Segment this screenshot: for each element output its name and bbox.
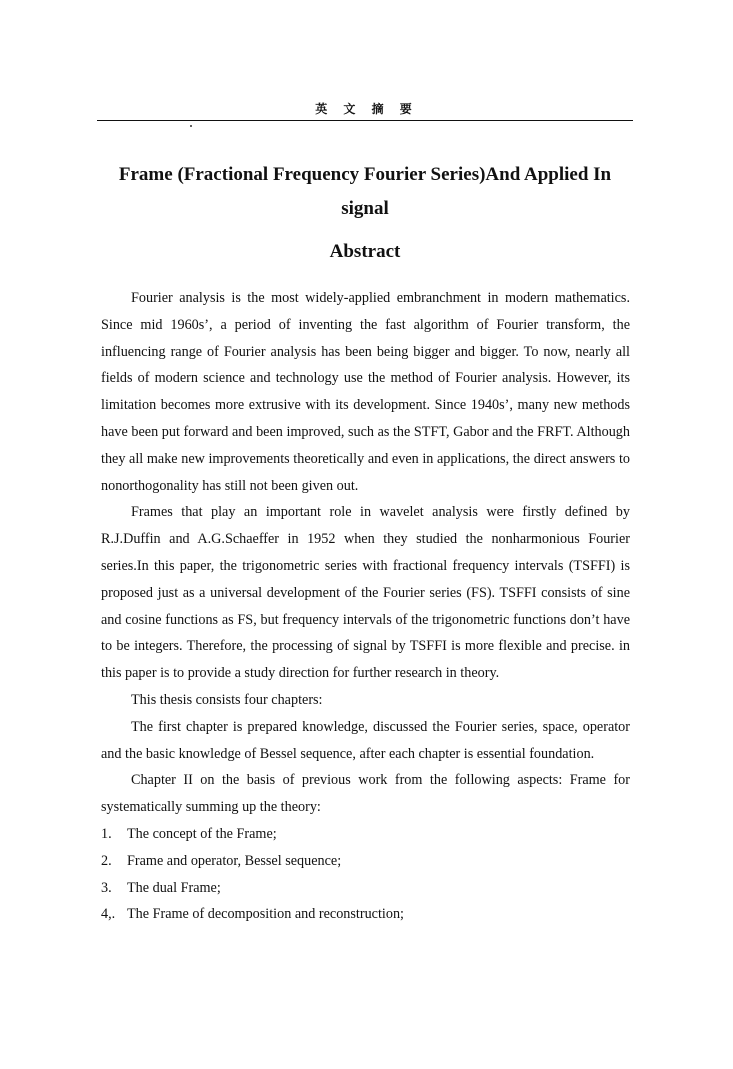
list-text: Frame and operator, Bessel sequence; — [127, 852, 342, 869]
document-title — [100, 158, 630, 226]
list-number: 2. — [101, 852, 112, 869]
paragraph-3: This thesis consists four chapters: — [131, 691, 323, 708]
paragraph-2: Frames that play an important role in wavelet analysis were firstly defined by R.J.Duffin and A.G.Schaeffer in 1952 when they studied the nonharmonious Fourier series.In this paper, the trigonometric series with fractional frequency intervals (TSFFI) is proposed just as a universal development of the Fourier series (FS). TSFFI consists of sine and cosine functions as FS, but frequency intervals of the trigonometric functions don’t have to be integers. Therefore, the processing of signal by TSFFI is more flexible and precise. in this paper is to provide a study direction for further research in theory. — [101, 504, 630, 682]
speck-mark — [190, 125, 192, 127]
title-line-1: Frame (Fractional Frequency Fourier Series)And Applied In — [118, 164, 612, 185]
list-text: The Frame of decomposition and reconstruction; — [127, 906, 404, 923]
abstract-body — [101, 285, 630, 928]
paragraph-5: Chapter II on the basis of previous work from the following aspects: Frame for systematically summing up the theory: — [101, 772, 630, 816]
list-item-4 — [101, 901, 630, 928]
paragraph-1: Fourier analysis is the most widely-applied embranchment in modern mathematics. Since mid 1960s’, a period of inventing the fast algorithm of Fourier transform, the influencing range of Fourier analysis has been being bigger and bigger. To now, nearly all fields of modern science and technology use the method of Fourier analysis. However, its limitation becomes more extrusive with its development. Since 1940s’, many new methods have been put forward and been improved, such as the STFT, Gabor and the FRFT. Although they all make new improvements theoretically and even in applications, the direct answers to nonorthogonality has still not been given out. — [101, 290, 630, 494]
paragraph-4: The first chapter is prepared knowledge, discussed the Fourier series, space, operator and the basic knowledge of Bessel sequence, after each chapter is essential foundation. — [101, 718, 630, 762]
list-number: 1. — [101, 825, 112, 842]
list-item-1 — [101, 821, 630, 848]
list-text: The dual Frame; — [127, 879, 221, 896]
list-text: The concept of the Frame; — [127, 825, 277, 842]
title-line-2: signal — [341, 198, 389, 219]
list-item-2 — [101, 848, 630, 875]
abstract-heading: Abstract — [329, 241, 401, 262]
header-rule — [97, 120, 633, 121]
page-header: 英 文 摘 要 — [315, 102, 418, 116]
list-item-3 — [101, 875, 630, 902]
list-number: 4,. — [101, 906, 116, 923]
list-number: 3. — [101, 879, 112, 896]
